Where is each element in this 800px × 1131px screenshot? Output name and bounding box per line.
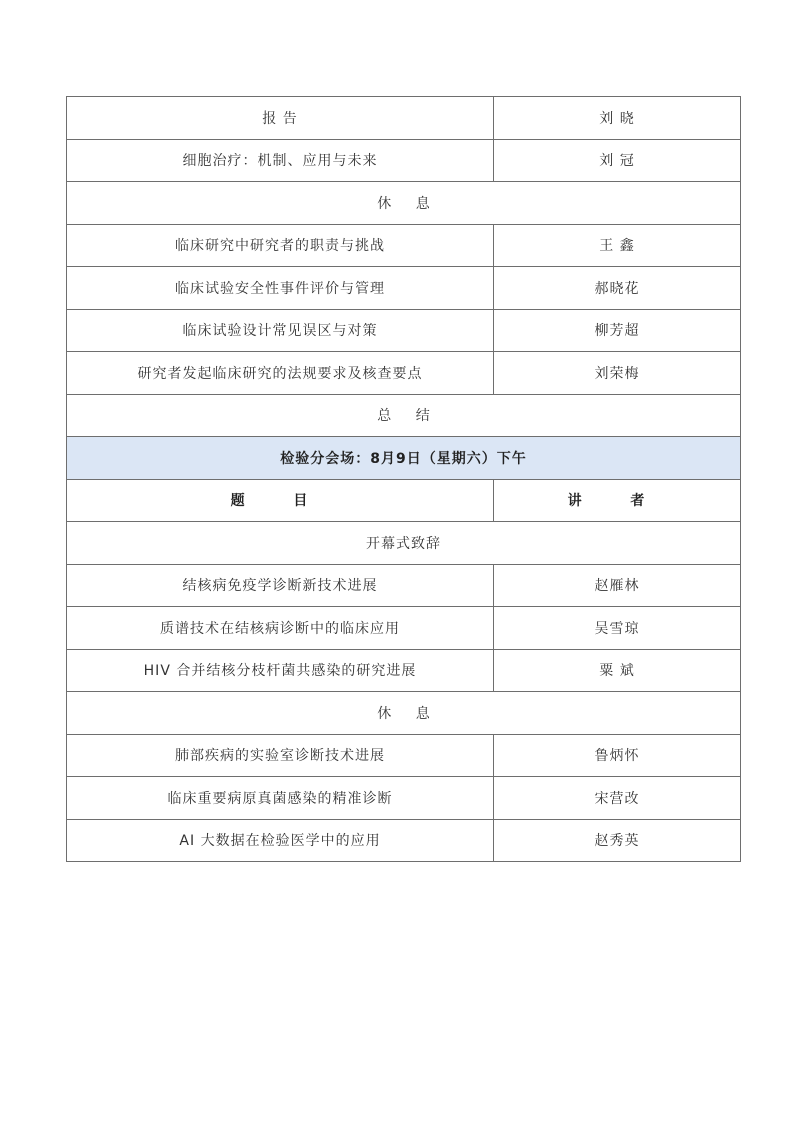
- column-header-row: [67, 479, 741, 522]
- table-row: [67, 267, 741, 310]
- topic-cell: 质谱技术在结核病诊断中的临床应用: [67, 607, 494, 650]
- topic-cell: 临床试验设计常见误区与对策: [67, 309, 494, 352]
- table-row: [67, 649, 741, 692]
- table-row: [67, 97, 741, 140]
- opening-cell: 开幕式致辞: [67, 522, 741, 565]
- speaker-cell: 粟 斌: [494, 649, 741, 692]
- topic-cell: HIV 合并结核分枝杆菌共感染的研究进展: [67, 649, 494, 692]
- topic-cell: 结核病免疫学诊断新技术进展: [67, 564, 494, 607]
- speaker-cell: 吴雪琼: [494, 607, 741, 650]
- topic-cell: 报 告: [67, 97, 494, 140]
- speaker-cell: 赵雁林: [494, 564, 741, 607]
- speaker-cell: 郝晓花: [494, 267, 741, 310]
- table-row: [67, 352, 741, 395]
- summary-cell: 总 结: [67, 394, 741, 437]
- topic-cell: 肺部疾病的实验室诊断技术进展: [67, 734, 494, 777]
- table-row: [67, 607, 741, 650]
- column-header-speaker: 讲 者: [494, 479, 741, 522]
- schedule-table: [66, 96, 741, 862]
- summary-row: [67, 394, 741, 437]
- table-row: [67, 777, 741, 820]
- topic-cell: 临床重要病原真菌感染的精准诊断: [67, 777, 494, 820]
- break-cell: 休 息: [67, 692, 741, 735]
- break-row: [67, 182, 741, 225]
- break-row: [67, 692, 741, 735]
- section-title: 检验分会场：8月9日（星期六）下午: [67, 437, 741, 480]
- table-row: [67, 564, 741, 607]
- speaker-cell: 刘 晓: [494, 97, 741, 140]
- break-cell: 休 息: [67, 182, 741, 225]
- table-row: [67, 139, 741, 182]
- speaker-cell: 王 鑫: [494, 224, 741, 267]
- table-row: [67, 734, 741, 777]
- table-row: [67, 819, 741, 862]
- table-row: [67, 309, 741, 352]
- speaker-cell: 宋营改: [494, 777, 741, 820]
- topic-cell: AI 大数据在检验医学中的应用: [67, 819, 494, 862]
- table-row: [67, 224, 741, 267]
- topic-cell: 临床研究中研究者的职责与挑战: [67, 224, 494, 267]
- topic-cell: 细胞治疗：机制、应用与未来: [67, 139, 494, 182]
- topic-cell: 研究者发起临床研究的法规要求及核查要点: [67, 352, 494, 395]
- speaker-cell: 赵秀英: [494, 819, 741, 862]
- speaker-cell: 柳芳超: [494, 309, 741, 352]
- column-header-topic: 题 目: [67, 479, 494, 522]
- speaker-cell: 鲁炳怀: [494, 734, 741, 777]
- section-header-row: [67, 437, 741, 480]
- opening-row: [67, 522, 741, 565]
- speaker-cell: 刘荣梅: [494, 352, 741, 395]
- speaker-cell: 刘 冠: [494, 139, 741, 182]
- topic-cell: 临床试验安全性事件评价与管理: [67, 267, 494, 310]
